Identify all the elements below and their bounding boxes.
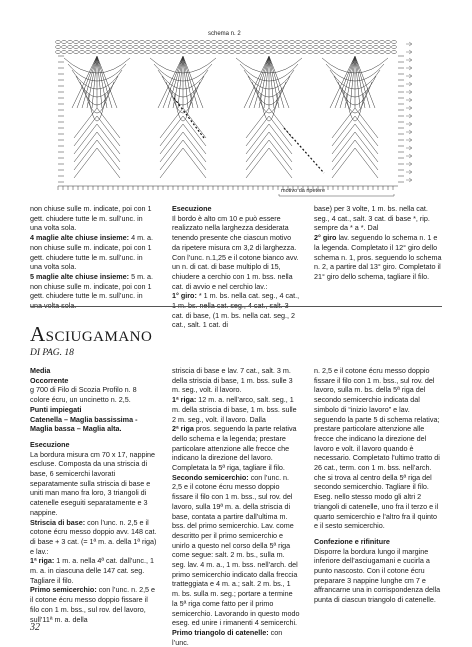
stitch-fan [160,124,206,154]
row-arrow [406,170,412,174]
row-arrow [406,178,412,182]
paragraph-text: Il bordo è alto cm 10 e può essere realizzato nella larghezza desiderata tenendo presente che ciascun motivo da ripetere misura cm 3,2 di larghezza. Con l’unc. n.1,25 e il cotone bianco avv. un n. di cat. di base multiplo di 15, chiudere a cerchio con 1 m. bss. nella cat. di avvio e nel cerchio lav.: [172,213,299,291]
chain-stitch [146,51,151,54]
paragraph-text: con l’unc. n. 2,5 e il cotone écru messo doppio avv. 148 cat. di base + 3 cat. (= 1ª m. a. della 1ª riga) e lav.: [30,517,157,556]
paragraph-heading: Media [30,366,51,375]
chain-stitch [236,46,241,49]
chain-stitch [200,46,205,49]
paragraph-text: base) per 3 volte, 1 m. bs. nella cat. seg., 4 cat., salt. 3 cat. di base *, rip. sempre da * a *. Dal [314,204,430,233]
chain-stitch [308,46,313,49]
chain-stitch [302,46,307,49]
chain-stitch [140,46,145,49]
paragraph-heading: 1ª riga: [30,556,55,566]
chain-stitch [182,51,187,54]
chain-stitch [104,51,109,54]
chain-stitch [68,41,73,44]
crochet-schema-diagram [54,38,418,198]
chain-stitch [218,51,223,54]
chain-stitch [116,46,121,49]
row-arrow [406,82,412,86]
chain-stitch [134,41,139,44]
chain-stitch [98,51,103,54]
stitch-fan [332,132,378,162]
paragraph [30,415,158,434]
chain-stitch [314,41,319,44]
chain-stitch [254,51,259,54]
chain-stitch [266,51,271,54]
paragraph [172,214,300,292]
paragraph [172,291,300,330]
chain-stitch [98,46,103,49]
stitch-fan [160,140,206,170]
chain-stitch [290,41,295,44]
chain-stitch [344,46,349,49]
chain-stitch [164,46,169,49]
paragraph [172,628,300,647]
tall-stitch [173,56,183,108]
paragraph-text: g 700 di Filo di Scozia Profilo n. 8 colore écru, un uncinetto n. 2,5. [30,385,137,405]
chain-stitch [224,46,229,49]
stitch-fan [332,116,378,146]
paragraph [30,450,158,518]
chain-stitch [392,51,397,54]
chain-stitch [254,41,259,44]
paragraph [314,233,442,282]
chain-stitch [110,46,115,49]
chain-stitch [368,51,373,54]
chain-stitch [98,41,103,44]
paragraph [30,585,158,624]
chain-stitch [224,41,229,44]
chain-stitch [74,46,79,49]
chain-stitch [248,41,253,44]
chain-stitch [386,51,391,54]
chain-stitch [290,46,295,49]
chain-stitch [320,51,325,54]
chain-stitch [302,51,307,54]
repeat-motif-label: motivo da ripetere [281,188,326,194]
chain-stitch [272,51,277,54]
chain-stitch [236,51,241,54]
chain-stitch [320,41,325,44]
chain-stitch [362,51,367,54]
chain-stitch [386,46,391,49]
chain-stitch [326,51,331,54]
chain-stitch [356,41,361,44]
paragraph-text: pros. seguendo la parte relativa dello schema e la legenda; prestare particolare attenzione alle frecce che indicano la direzione del lavoro. Completata la 5ª riga, tagliare il filo. [172,424,297,473]
paragraph [30,233,156,272]
chain-stitch [368,41,373,44]
stitch-fan [74,132,120,162]
paragraph [172,395,300,424]
paragraph [30,556,158,585]
chain-stitch [122,51,127,54]
paragraph [30,376,158,386]
tall-stitch [269,56,279,108]
stitch-fan [74,116,120,146]
paragraph-text: non chiuse sulle m. indicate, poi con 1 gett. chiudere tutte le m. sull’unc. in una volta sola. [30,204,152,233]
chain-stitch [362,46,367,49]
chain-stitch [158,46,163,49]
chain-stitch [338,41,343,44]
chain-stitch [218,41,223,44]
paragraph-heading: Primo triangolo di catenelle: [172,627,269,637]
section-title-initial: A [30,322,46,346]
chain-stitch [338,46,343,49]
stitch-fan [332,108,378,138]
tall-stitch [345,56,355,108]
chain-stitch [164,41,169,44]
chain-stitch [182,46,187,49]
paragraph [30,272,156,311]
chain-stitch [380,51,385,54]
stitch-fan [246,108,292,138]
chain-stitch [224,51,229,54]
paragraph-heading: 5 maglie alte chiuse insieme: [30,271,130,281]
chain-stitch [284,46,289,49]
chain-stitch [254,46,259,49]
paragraph [314,547,442,605]
chain-stitch [140,51,145,54]
paragraph-text: 4 m. a. non chiuse sulle m. indicate, poi con 1 gett. chiudere tutte le m. sull’unc. in una volta sola. [30,233,154,272]
tall-stitch [259,56,269,108]
chain-stitch [326,46,331,49]
repeat-bracket [279,194,394,196]
chain-stitch [188,46,193,49]
paragraph-text: lav. seguendo lo schema n. 1 e la legenda. Completato il 12° giro dello schema n. 1, pros. seguendo lo schema n. 2, a partire dal 13° giro. Completato il 21° giro dello schema, tagliare il filo. [314,233,442,281]
chain-stitch [62,51,67,54]
tall-stitch [355,56,365,108]
stitch-fan [246,132,292,162]
chain-stitch [188,51,193,54]
schema-title: schema n. 2 [208,31,241,37]
row-arrow [406,114,412,118]
chain-stitch [206,41,211,44]
chain-stitch [128,41,133,44]
chain-stitch [152,41,157,44]
paragraph-heading: Esecuzione [30,439,70,449]
chain-stitch [308,41,313,44]
paragraph [172,424,300,473]
lower-column-3 [314,366,442,605]
chain-stitch [80,46,85,49]
row-arrow [406,42,412,46]
chain-stitch [176,51,181,54]
chain-stitch [56,51,61,54]
paragraph-heading: Confezione e rifiniture [314,536,390,546]
chain-stitch [86,41,91,44]
paragraph-heading: 4 maglie alte chiuse insieme: [30,233,130,243]
chain-stitch [176,41,181,44]
paragraph [30,518,158,557]
paragraph [30,204,156,233]
chain-stitch [194,41,199,44]
chain-stitch [134,46,139,49]
upper-column-3 [314,204,442,282]
chain-stitch [296,46,301,49]
paragraph [172,473,300,628]
chain-stitch [332,41,337,44]
chain-stitch [314,46,319,49]
chain-stitch [332,46,337,49]
chain-stitch [308,51,313,54]
lower-column-1 [30,366,158,624]
chain-stitch [212,51,217,54]
chain-stitch [152,51,157,54]
row-arrow [406,146,412,150]
stitch-fan [332,148,378,178]
chain-stitch [332,51,337,54]
row-arrow [406,122,412,126]
chain-stitch [362,41,367,44]
chain-stitch [356,46,361,49]
chain-stitch [296,51,301,54]
chain-stitch [248,46,253,49]
tall-stitch [97,56,107,108]
chain-stitch [110,41,115,44]
chain-stitch [116,51,121,54]
chain-stitch [194,46,199,49]
chain-stitch [320,46,325,49]
chain-stitch [212,41,217,44]
chain-stitch [200,41,205,44]
stitch-fan [74,148,120,178]
paragraph-text: 12 m. a. nell’arco, salt. seg., 1 m. della striscia di base, 1 m. bss. sulle 2 m. seg., volt. il lavoro. Dalla [172,395,297,424]
chain-stitch [104,46,109,49]
chain-stitch [146,46,151,49]
row-arrow [406,162,412,166]
chain-stitch [290,51,295,54]
paragraph-text: La bordura misura cm 70 x 17, nappine escluse. Composta da una striscia di base, 6 semicerchi lavorati separatamente sulla striscia di base e uniti man mano fra loro, 3 triangoli di catenelle eseguiti separatamente e 3 nappine. [30,449,156,517]
page-number: 32 [30,622,40,633]
row-arrow [406,130,412,134]
chain-stitch [350,51,355,54]
chain-stitch [218,46,223,49]
chain-stitch [236,41,241,44]
lower-column-2 [172,366,300,647]
stitch-fan [246,148,292,178]
chain-stitch [104,41,109,44]
chain-stitch [62,41,67,44]
chain-stitch [284,51,289,54]
chain-stitch [122,46,127,49]
chain-stitch [86,46,91,49]
stitch-fan [74,108,120,138]
paragraph-text: * 1 m. bs. nella cat. seg., 4 cat., 1 m. bs. nella cat. seg., 4 cat., salt. 3 cat. di base, (1 m. bs. nella cat. seg., 2 cat., salt. 1 cat. di [172,291,300,330]
chain-stitch [272,46,277,49]
row-arrow [406,106,412,110]
chain-stitch [128,51,133,54]
chain-stitch [338,51,343,54]
chain-stitch [344,51,349,54]
paragraph-heading: Punti impiegati [30,404,82,414]
chain-stitch [158,51,163,54]
chain-stitch [140,41,145,44]
page-reference: DI PAG. 18 [30,348,74,358]
stitch-fan [160,148,206,178]
chain-stitch [260,41,265,44]
upper-column-1 [30,204,156,311]
row-arrow [406,138,412,142]
chain-stitch [80,51,85,54]
stitch-fan [332,124,378,154]
paragraph [172,366,300,395]
row-arrow [406,90,412,94]
paragraph-heading: 1ª riga: [172,395,197,405]
paragraph [30,385,158,404]
chain-stitch [242,46,247,49]
chain-stitch [110,51,115,54]
chain-stitch [350,46,355,49]
paragraph-text: con l’unc. n. 2,5 e il cotone écru messo doppio fissare il filo con 1 m. bss., sul rov. del lavoro, sulla 19ª m. a. della striscia di base, contata a partire dall’ultima m. bss. del primo semicerchio. Lav. come descritto per il primo semicerchio e unirlo a questo nel corso della 5ª riga come segue: salt. 2 m. bs., sulla m. seg. lav. 4 m. a., 1 m. bss. nell’arch. del primo semicerchio indicato dalla freccia tratteggiata e 4 m. a.; salt. 2 m. bs., 1 m. bs. sulla m. seg.; portare a termine la 5ª riga come fatto per il primo semicerchio. Lavorando in questo modo eseg. ed unire i rimanenti 4 semicerchi. [172,472,300,628]
chain-stitch [188,41,193,44]
paragraph-text: con l’unc. [172,627,283,647]
chain-stitch [350,41,355,44]
stitch-fan [74,124,120,154]
row-arrow [406,58,412,62]
chain-stitch [152,46,157,49]
paragraph-heading: 1° giro: [172,291,197,301]
chain-stitch [68,46,73,49]
paragraph-heading: Secondo semicerchio: [172,472,249,482]
chain-stitch [386,41,391,44]
chain-stitch [248,51,253,54]
chain-stitch [392,46,397,49]
paragraph [314,204,442,233]
paragraph [314,537,442,547]
paragraph-text: striscia di base e lav. 7 cat., salt. 3 m. della striscia di base, 1 m. bss. sulle 3 m. seg., volt. il lavoro. [172,366,293,395]
upper-column-2 [172,204,300,330]
chain-stitch [170,51,175,54]
chain-stitch [200,51,205,54]
chain-stitch [170,41,175,44]
tall-stitch [183,56,193,108]
chain-stitch [122,41,127,44]
chain-stitch [230,41,235,44]
section-divider [30,306,442,307]
chain-stitch [314,51,319,54]
row-arrow [406,154,412,158]
paragraph-heading: Esecuzione [172,204,212,213]
paragraph [30,366,158,376]
chain-stitch [146,41,151,44]
chain-stitch [260,51,265,54]
chain-stitch [242,51,247,54]
paragraph-heading: 2° giro [314,233,337,243]
row-arrow [406,74,412,78]
paragraph-heading: Striscia di base: [30,517,86,527]
stitch-fan [160,132,206,162]
chain-stitch [128,46,133,49]
chain-stitch [278,51,283,54]
chain-stitch [134,51,139,54]
chain-stitch [56,46,61,49]
paragraph-text: n. 2,5 e il cotone écru messo doppio fissare il filo con 1 m. bss., sul rov. del lavoro, sulla m. bs. della 5ª riga del secondo semicerchio indicata dal simbolo di “inizio lavoro” e lav. seguendo la parte 5 di schema relativa; prestare particolare attenzione alle frecce che indicano la direzione del lavoro e volt. il lavoro quando è necessario. Completato l’ultimo tratto di 26 cat., term. con 1 m. bss. nell’arch. che si trova al centro della 5ª riga del secondo semicerchio. Tagliare il filo. Eseg. nello stesso modo gli altri 2 triangoli di catenelle, uno fra il terzo e il quarto semicerchio e l’altro fra il quinto e il sesto semicerchio. [314,366,440,531]
chain-stitch [116,41,121,44]
paragraph [30,440,158,450]
row-arrow [406,50,412,54]
chain-stitch [68,51,73,54]
chain-stitch [56,41,61,44]
chain-stitch [92,41,97,44]
chain-stitch [278,46,283,49]
chain-stitch [194,51,199,54]
chain-stitch [374,41,379,44]
chain-stitch [230,46,235,49]
chain-stitch [266,46,271,49]
chain-stitch [182,41,187,44]
chain-stitch [206,51,211,54]
paragraph-heading: Primo semicerchio: [30,585,97,595]
paragraph [30,405,158,415]
stitch-fan [74,140,120,170]
chain-stitch [392,41,397,44]
paragraph-heading: 2ª riga [172,424,194,434]
chain-stitch [86,51,91,54]
paragraph-heading: Catenella – Maglia bassissima - Maglia bassa – Maglia alta. [30,414,138,434]
chain-stitch [296,41,301,44]
stitch-fan [246,140,292,170]
chain-stitch [158,41,163,44]
chain-stitch [368,46,373,49]
paragraph-text: 1 m. a. nella 4ª cat. dall’unc., 1 m. a. in ciascuna delle 147 cat. seg. Tagliare il filo. [30,556,154,585]
row-arrow [406,98,412,102]
chain-stitch [212,46,217,49]
chain-stitch [176,46,181,49]
chain-stitch [164,51,169,54]
paragraph-text: con l’unc. n. 2,5 e il cotone écru messo doppio fissare il filo con 1 m. bss., sul rov. del lavoro, sull’11ª m. a. della [30,585,156,624]
chain-stitch [278,41,283,44]
chain-stitch [74,51,79,54]
paragraph-heading: Occorrente [30,375,69,385]
chain-stitch [206,46,211,49]
section-title [30,322,152,347]
chain-stitch [284,41,289,44]
direction-arrow [284,128,324,173]
chain-stitch [74,41,79,44]
chain-stitch [380,41,385,44]
section-title-rest: SCIUGAMANO [45,329,153,345]
chain-stitch [302,41,307,44]
stitch-fan [332,140,378,170]
chain-stitch [272,41,277,44]
stitch-fan [160,108,206,138]
chain-stitch [230,51,235,54]
paragraph-text: 5 m. a. non chiuse sulle m. indicate, poi con 1 gett. chiudere tutte le m. sull’unc. in una volta sola. [30,271,154,311]
chain-stitch [326,41,331,44]
chain-stitch [242,41,247,44]
paragraph [172,204,300,214]
chain-stitch [92,51,97,54]
chain-stitch [62,46,67,49]
chain-stitch [356,51,361,54]
chain-stitch [344,41,349,44]
chain-stitch [80,41,85,44]
chain-stitch [170,46,175,49]
tall-stitch [87,56,97,108]
chain-stitch [92,46,97,49]
stitch-fan [246,116,292,146]
chain-stitch [266,41,271,44]
chain-stitch [374,46,379,49]
chain-stitch [374,51,379,54]
chain-stitch [380,46,385,49]
paragraph-text: Disporre la bordura lungo il margine inferiore dell’asciugamani e cucirla a punto nascosto. Con il cotone écru preparare 3 nappine lunghe cm 7 e affrancarne una in corrispondenza della punta di ciascun triangolo di catenelle. [314,546,441,605]
chain-stitch [260,46,265,49]
row-arrow [406,66,412,70]
paragraph [314,366,442,531]
